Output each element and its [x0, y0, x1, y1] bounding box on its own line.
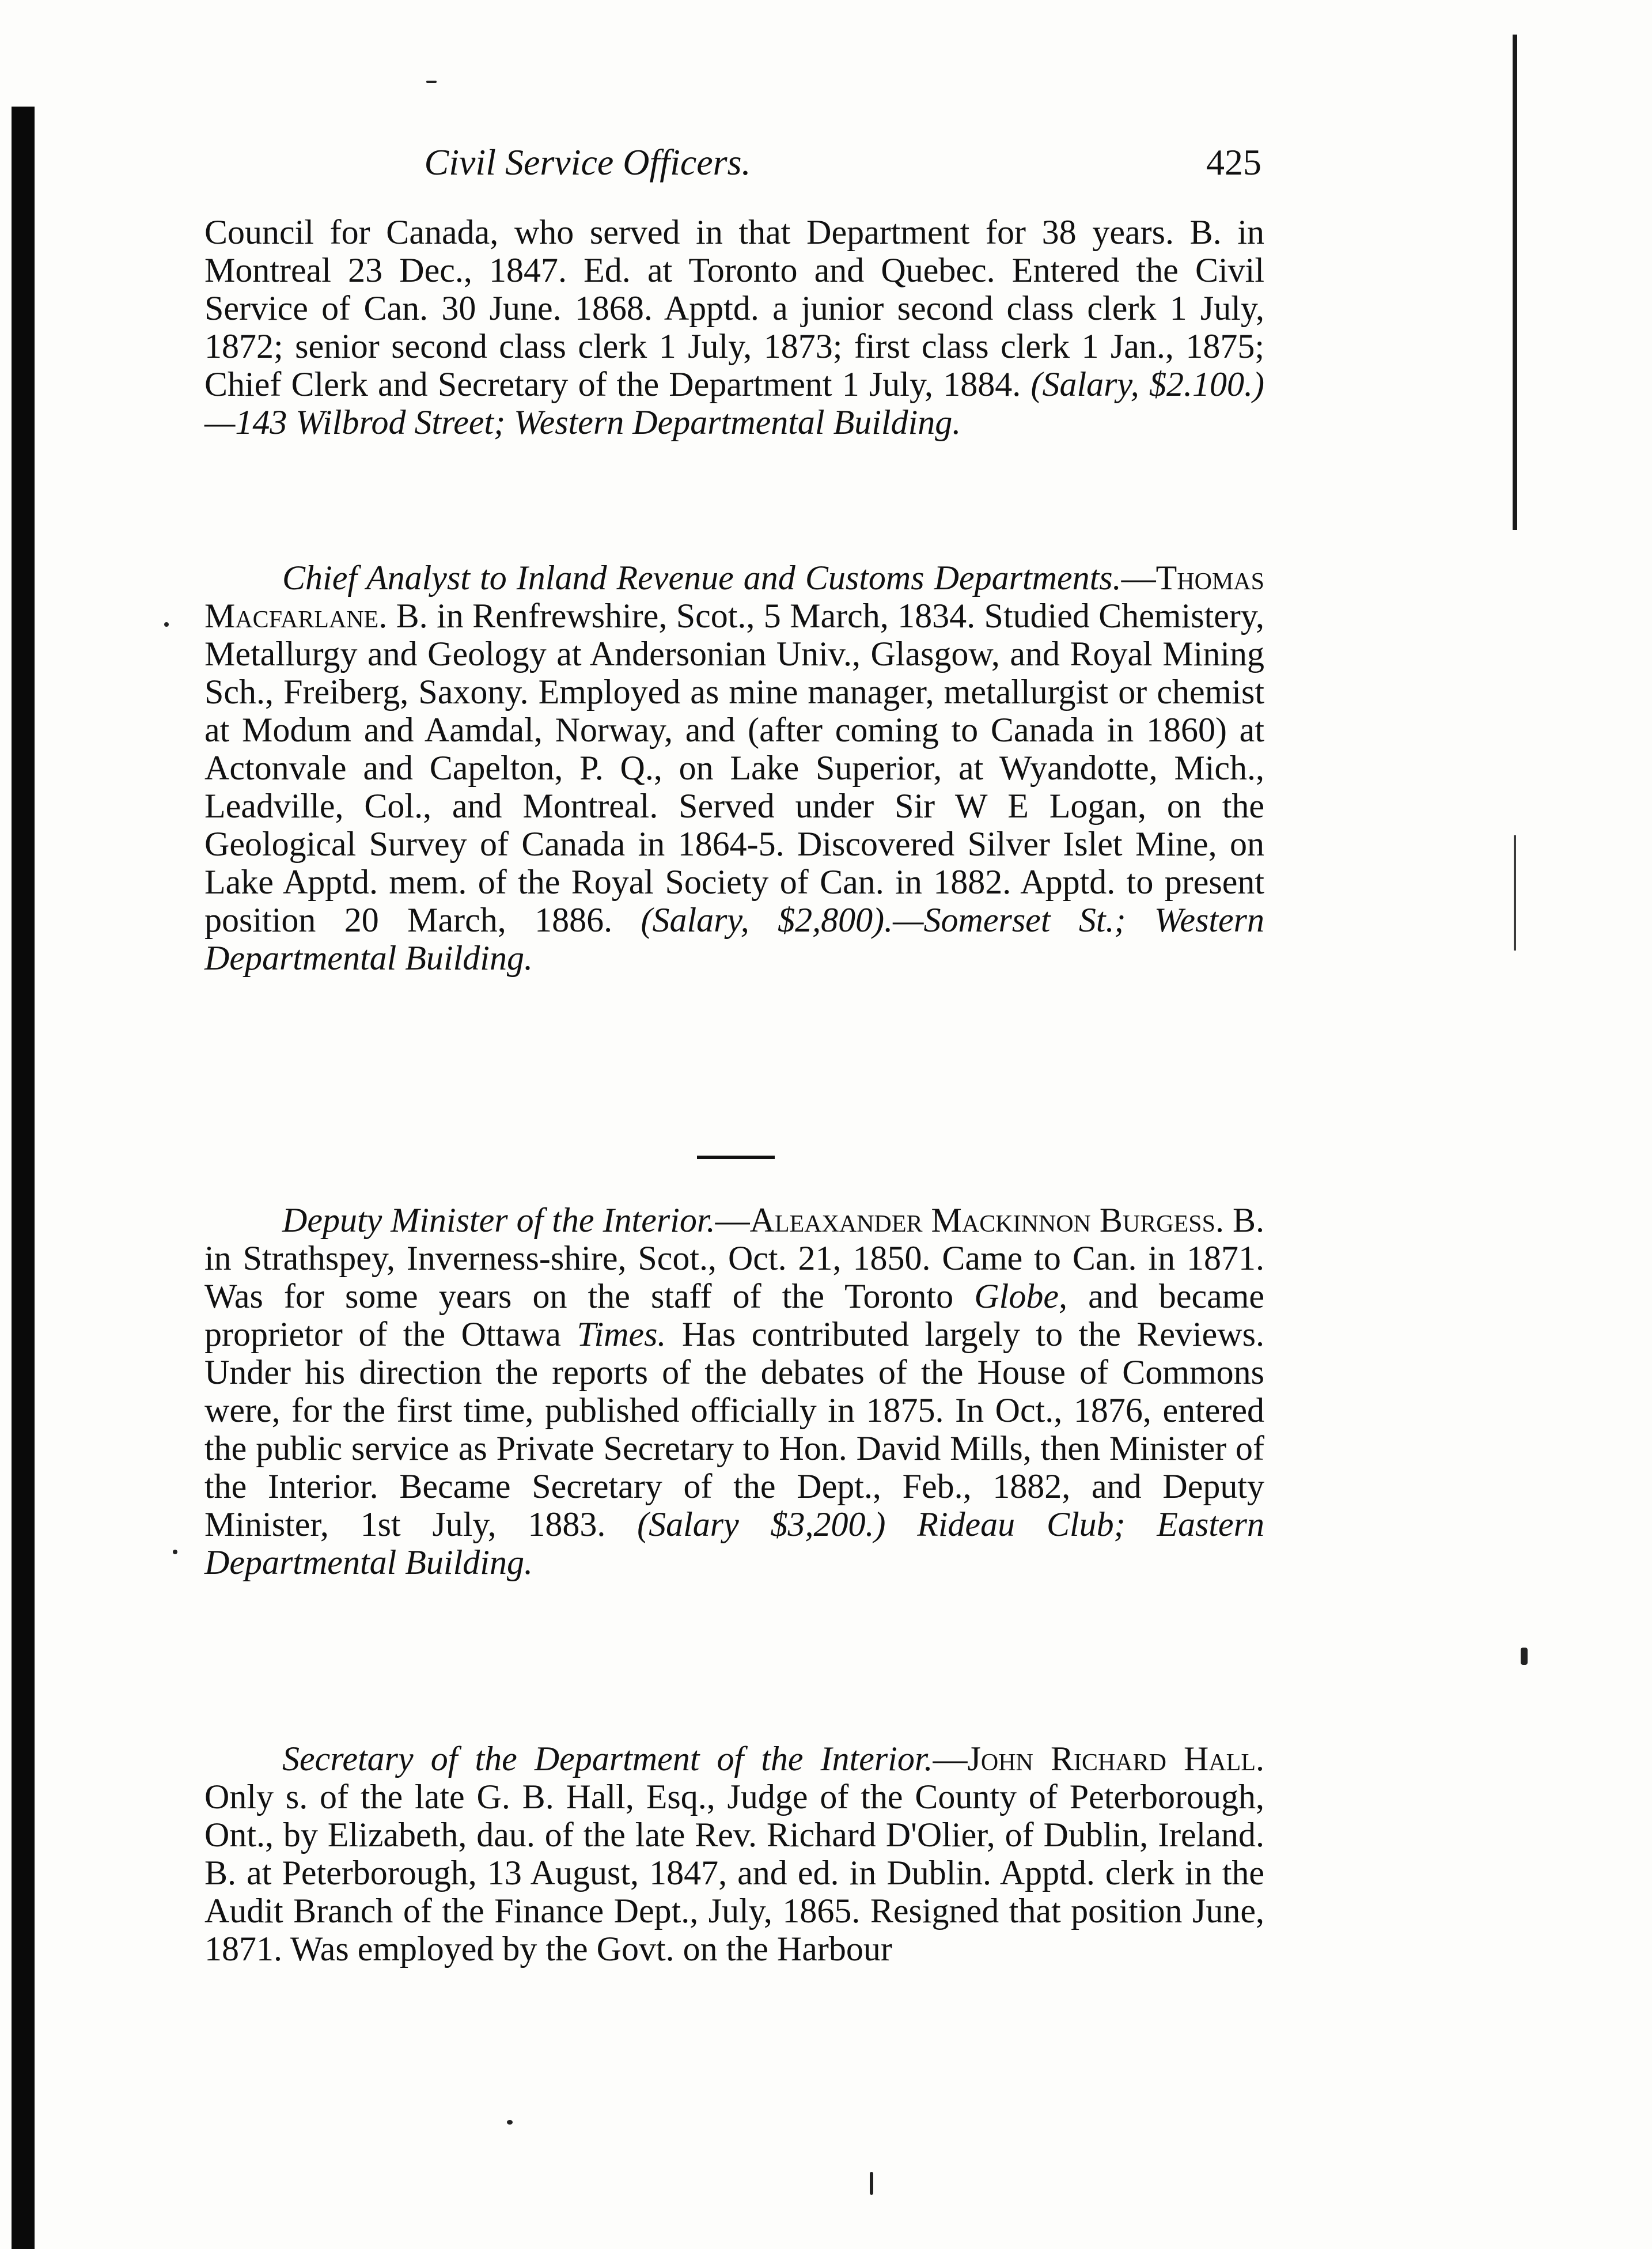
entry-title: Deputy Minister of the Interior. [282, 1201, 715, 1239]
page-header [213, 130, 1261, 193]
print-speck [870, 2172, 873, 2195]
print-speck [1521, 1648, 1528, 1665]
entry-chief-analyst [204, 559, 1264, 977]
print-speck [507, 2120, 513, 2125]
section-divider [697, 1156, 775, 1159]
entry-name: —Aleaxander Mackinnon Burgess. [715, 1201, 1224, 1239]
entry-salary: (Salary, $2.100.) [1030, 365, 1264, 403]
page-edge-mark [1513, 35, 1517, 530]
entry-name: —John Richard Hall. [933, 1740, 1264, 1778]
entry-text: Has contributed largely to the Reviews. Under his direction the reports of the debates of the House of Commons were, for the first time, published officially in 1875. In Oct., 1876, entered the public service as Private Secretary to Hon. David Mills, then Minister of the Interior. Became Secretary of the Dept., Feb., 1882, and Deputy Minister, 1st July, 1883. [204, 1315, 1264, 1543]
entry-paragraph [204, 559, 1264, 977]
entry-paragraph [204, 213, 1264, 441]
entry-paragraph [204, 1740, 1264, 1968]
entry-title: Secretary of the Department of the Interior. [282, 1740, 933, 1778]
entry-text: Council for Canada, who served in that Department for 38 years. B. in Montreal 23 Dec., 1847. Ed. at Toronto and Quebec. Entered the Civil Service of Can. 30 June. 1868. Apptd. a junior second class clerk 1 July, 1872; senior second class clerk 1 July, 1873; first class clerk 1 Jan., 1875; Chief Clerk and Secretary of the Department 1 July, 1884. [204, 213, 1264, 403]
newspaper-title: Times. [577, 1315, 666, 1353]
running-head: Civil Service Officers. [424, 142, 751, 183]
entry-secretary-interior [204, 1740, 1264, 1968]
page-edge-mark-lower [1514, 835, 1516, 951]
print-speck [426, 81, 437, 83]
entry-continued [204, 213, 1264, 441]
entry-name: —Thomas Macfarlane. [204, 559, 1264, 635]
binding-shadow [12, 107, 35, 2249]
entry-address: —143 Wilbrod Street; Western Departmental Building. [204, 403, 961, 441]
entry-salary: (Salary, $2,800). [641, 901, 893, 939]
entry-salary: (Salary $3,200.) [637, 1505, 886, 1543]
entry-address: —Somerset St.; Western Departmental Building. [204, 901, 1264, 977]
entry-text: B. in Strathspey, Inverness-shire, Scot., Oct. 21, 1850. Came to Can. in 1871. Was for some years on the staff of the Toronto [204, 1201, 1265, 1315]
print-speck [173, 1550, 177, 1554]
entry-address: Rideau Club; Eastern Departmental Building. [204, 1505, 1265, 1581]
entry-text: B. in Renfrewshire, Scot., 5 March, 1834. Studied Chemistery, Metallurgy and Geology at Andersonian Univ., Glasgow, and Royal Mining Sch., Freiberg, Saxony. Employed as mine manager, metallurgist or chemist at Modum and Aamdal, Norway, and (after coming to Canada in 1860) at Actonvale and Capelton, P. Q., on Lake Superior, at Wyandotte, Mich., Leadville, Col., and Montreal. Served under Sir W E Logan, on the Geological Survey of Canada in 1864-5. Discovered Silver Islet Mine, on Lake Apptd. mem. of the Royal Society of Can. in 1882. Apptd. to present position 20 March, 1886. [204, 597, 1264, 939]
entry-text: Only s. of the late G. B. Hall, Esq., Judge of the County of Peterborough, Ont., by Elizabeth, dau. of the late Rev. Richard D'Olier, of Dublin, Ireland. B. at Peterborough, 13 August, 1847, and ed. in Dublin. Apptd. clerk in the Audit Branch of the Finance Dept., July, 1865. Resigned that position June, 1871. Was employed by the Govt. on the Harbour [204, 1778, 1264, 1968]
entry-deputy-minister [204, 1201, 1264, 1581]
entry-title: Chief Analyst to Inland Revenue and Customs Departments. [282, 559, 1121, 597]
newspaper-title: Globe, [974, 1277, 1067, 1315]
page-number: 425 [1206, 142, 1261, 183]
entry-text: and became proprietor of the Ottawa [204, 1277, 1265, 1353]
print-speck [164, 622, 169, 627]
entry-paragraph [204, 1201, 1264, 1581]
